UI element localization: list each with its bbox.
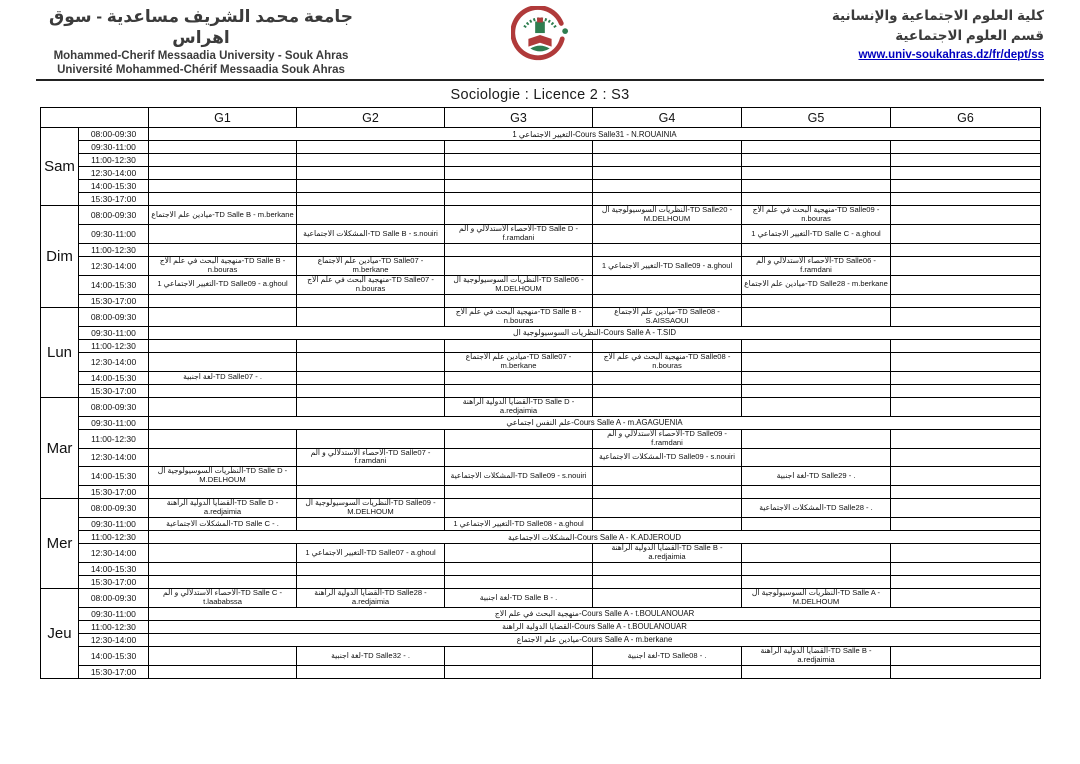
empty-cell xyxy=(149,225,297,244)
university-name-arabic: جامعة محمد الشريف مساعدية - سوق اهراس xyxy=(49,7,353,48)
empty-cell xyxy=(149,448,297,467)
empty-cell xyxy=(742,307,891,326)
empty-cell xyxy=(891,180,1041,193)
table-row xyxy=(41,429,1041,448)
empty-cell xyxy=(149,429,297,448)
empty-cell xyxy=(891,665,1041,678)
empty-cell xyxy=(445,563,593,576)
empty-cell xyxy=(445,647,593,666)
empty-cell xyxy=(891,225,1041,244)
time-slot: 11:00-12:30 xyxy=(79,339,149,352)
empty-cell xyxy=(297,429,445,448)
course-cell: القضايا الدولية الراهنة-TD Salle B - a.redjaimia xyxy=(742,647,891,666)
day-label-lun: Lun xyxy=(41,307,79,397)
empty-cell xyxy=(445,193,593,206)
empty-cell xyxy=(742,518,891,531)
time-slot: 09:30-11:00 xyxy=(79,225,149,244)
empty-cell xyxy=(149,307,297,326)
time-slot: 14:00-15:30 xyxy=(79,371,149,384)
empty-cell xyxy=(742,486,891,499)
empty-cell xyxy=(891,244,1041,257)
course-cell: منهجية البحث في علم الاج-TD Salle B - n.bouras xyxy=(149,257,297,276)
empty-cell xyxy=(149,384,297,397)
time-slot: 11:00-12:30 xyxy=(79,154,149,167)
course-cell: التغيير الاجتماعي 1-TD Salle07 - a.ghoul xyxy=(297,544,445,563)
corner-cell xyxy=(41,108,149,128)
empty-cell xyxy=(891,467,1041,486)
empty-cell xyxy=(297,180,445,193)
empty-cell xyxy=(297,371,445,384)
course-cell: لغة اجنبية-TD Salle B - . xyxy=(445,589,593,608)
empty-cell xyxy=(149,141,297,154)
time-slot: 14:00-15:30 xyxy=(79,180,149,193)
page-header xyxy=(0,0,1080,77)
course-cell: ميادين علم الاجتماع-TD Salle28 - m.berkane xyxy=(742,275,891,294)
empty-cell xyxy=(891,141,1041,154)
timetable xyxy=(40,107,1041,679)
empty-cell xyxy=(445,167,593,180)
group-header-g4: G4 xyxy=(593,108,742,128)
empty-cell xyxy=(149,563,297,576)
day-label-sam: Sam xyxy=(41,128,79,206)
table-row xyxy=(41,647,1041,666)
course-cell-merged: منهجية البحث في علم الاج-Cours Salle A - t.BOULANOUAR xyxy=(149,608,1041,621)
empty-cell xyxy=(445,429,593,448)
empty-cell xyxy=(297,141,445,154)
empty-cell xyxy=(593,193,742,206)
table-row xyxy=(41,384,1041,397)
course-cell: منهجية البحث في علم الاج-TD Salle08 - n.bouras xyxy=(593,352,742,371)
empty-cell xyxy=(445,294,593,307)
day-label-jeu: Jeu xyxy=(41,589,79,679)
time-slot: 09:30-11:00 xyxy=(79,326,149,339)
empty-cell xyxy=(593,589,742,608)
time-slot: 14:00-15:30 xyxy=(79,275,149,294)
time-slot: 14:00-15:30 xyxy=(79,563,149,576)
empty-cell xyxy=(445,141,593,154)
empty-cell xyxy=(445,384,593,397)
empty-cell xyxy=(593,141,742,154)
empty-cell xyxy=(297,307,445,326)
empty-cell xyxy=(149,397,297,416)
time-slot: 08:00-09:30 xyxy=(79,128,149,141)
table-row xyxy=(41,448,1041,467)
empty-cell xyxy=(891,397,1041,416)
course-cell: التغيير الاجتماعي 1-TD Salle C - a.ghoul xyxy=(742,225,891,244)
course-cell: المشكلات الاجتماعية-TD Salle B - s.nouiri xyxy=(297,225,445,244)
empty-cell xyxy=(891,193,1041,206)
empty-cell xyxy=(742,180,891,193)
course-cell: القضايا الدولية الراهنة-TD Salle28 - a.redjaimia xyxy=(297,589,445,608)
course-cell: المشكلات الاجتماعية-TD Salle09 - s.nouiri xyxy=(593,448,742,467)
empty-cell xyxy=(742,371,891,384)
course-cell: منهجية البحث في علم الاج-TD Salle09 - n.bouras xyxy=(742,206,891,225)
course-cell: النظريات السوسيولوجية ال-TD Salle D - M.DELHOUM xyxy=(149,467,297,486)
header-divider xyxy=(36,79,1044,81)
empty-cell xyxy=(891,384,1041,397)
empty-cell xyxy=(593,486,742,499)
time-slot: 15:30-17:00 xyxy=(79,294,149,307)
empty-cell xyxy=(149,576,297,589)
empty-cell xyxy=(445,665,593,678)
university-seal-icon xyxy=(511,6,569,64)
time-slot: 15:30-17:00 xyxy=(79,665,149,678)
empty-cell xyxy=(891,518,1041,531)
empty-cell xyxy=(593,225,742,244)
empty-cell xyxy=(297,294,445,307)
table-row xyxy=(41,154,1041,167)
time-slot: 08:00-09:30 xyxy=(79,499,149,518)
table-row xyxy=(41,634,1041,647)
empty-cell xyxy=(297,518,445,531)
empty-cell xyxy=(297,154,445,167)
course-cell-merged: النظريات السوسيولوجية ال-Cours Salle A - T.SID xyxy=(149,326,1041,339)
empty-cell xyxy=(593,294,742,307)
table-row xyxy=(41,352,1041,371)
empty-cell xyxy=(445,486,593,499)
empty-cell xyxy=(742,544,891,563)
table-row xyxy=(41,128,1041,141)
table-row xyxy=(41,563,1041,576)
time-slot: 09:30-11:00 xyxy=(79,141,149,154)
time-slot: 08:00-09:30 xyxy=(79,307,149,326)
course-cell: الاحصاء الاستدلالي و الم-TD Salle07 - f.ramdani xyxy=(297,448,445,467)
empty-cell xyxy=(149,193,297,206)
table-row xyxy=(41,416,1041,429)
page-title: Sociologie : Licence 2 : S3 xyxy=(450,87,630,104)
course-cell: المشكلات الاجتماعية-TD Salle09 - s.nouiri xyxy=(445,467,593,486)
empty-cell xyxy=(445,448,593,467)
group-header-g6: G6 xyxy=(891,108,1041,128)
table-row xyxy=(41,467,1041,486)
empty-cell xyxy=(149,352,297,371)
university-titles xyxy=(36,6,366,77)
time-slot: 11:00-12:30 xyxy=(79,531,149,544)
empty-cell xyxy=(891,563,1041,576)
table-row xyxy=(41,499,1041,518)
table-row xyxy=(41,576,1041,589)
time-slot: 09:30-11:00 xyxy=(79,518,149,531)
empty-cell xyxy=(742,244,891,257)
department-name-arabic: قسم العلوم الاجتماعية xyxy=(895,27,1044,43)
empty-cell xyxy=(891,589,1041,608)
table-row xyxy=(41,167,1041,180)
empty-cell xyxy=(891,275,1041,294)
empty-cell xyxy=(593,180,742,193)
empty-cell xyxy=(742,154,891,167)
empty-cell xyxy=(891,486,1041,499)
empty-cell xyxy=(149,339,297,352)
empty-cell xyxy=(593,275,742,294)
empty-cell xyxy=(297,563,445,576)
university-name-english: Mohammed-Cherif Messaadia University - Souk Ahras xyxy=(53,49,349,62)
empty-cell xyxy=(593,499,742,518)
empty-cell xyxy=(742,576,891,589)
course-cell-merged: التغيير الاجتماعي 1-Cours Salle31 - N.ROUAINIA xyxy=(149,128,1041,141)
course-cell: ميادين علم الاجتماع-TD Salle B - m.berkane xyxy=(149,206,297,225)
table-row xyxy=(41,486,1041,499)
table-row xyxy=(41,339,1041,352)
course-cell: ميادين علم الاجتماع-TD Salle08 - S.AISSAOUI xyxy=(593,307,742,326)
day-label-dim: Dim xyxy=(41,206,79,308)
empty-cell xyxy=(891,154,1041,167)
table-row xyxy=(41,275,1041,294)
course-cell: المشكلات الاجتماعية-TD Salle C - . xyxy=(149,518,297,531)
table-row xyxy=(41,180,1041,193)
empty-cell xyxy=(149,167,297,180)
time-slot: 08:00-09:30 xyxy=(79,589,149,608)
empty-cell xyxy=(593,467,742,486)
department-website-link[interactable]: www.univ-soukahras.dz/fr/dept/ss xyxy=(858,49,1044,62)
course-cell: القضايا الدولية الراهنة-TD Salle D - a.redjaimia xyxy=(149,499,297,518)
empty-cell xyxy=(891,448,1041,467)
time-slot: 11:00-12:30 xyxy=(79,429,149,448)
empty-cell xyxy=(742,352,891,371)
group-header-row xyxy=(41,108,1041,128)
time-slot: 11:00-12:30 xyxy=(79,244,149,257)
empty-cell xyxy=(445,257,593,276)
empty-cell xyxy=(593,154,742,167)
empty-cell xyxy=(593,339,742,352)
empty-cell xyxy=(297,576,445,589)
empty-cell xyxy=(149,180,297,193)
time-slot: 15:30-17:00 xyxy=(79,576,149,589)
empty-cell xyxy=(149,647,297,666)
faculty-name-arabic: كلية العلوم الاجتماعية والإنسانية xyxy=(831,8,1044,23)
empty-cell xyxy=(297,193,445,206)
empty-cell xyxy=(149,665,297,678)
table-row xyxy=(41,665,1041,678)
course-cell: الاحصاء الاستدلالي و الم-TD Salle09 - f.ramdani xyxy=(593,429,742,448)
time-slot: 12:30-14:00 xyxy=(79,634,149,647)
course-cell: النظريات السوسيولوجية ال-TD Salle09 - M.DELHOUM xyxy=(297,499,445,518)
course-cell: الاحصاء الاستدلالي و الم-TD Salle D - f.ramdani xyxy=(445,225,593,244)
group-header-g5: G5 xyxy=(742,108,891,128)
empty-cell xyxy=(891,544,1041,563)
course-cell: التغيير الاجتماعي 1-TD Salle09 - a.ghoul xyxy=(149,275,297,294)
course-cell-merged: المشكلات الاجتماعية-Cours Salle A - K.ADJEROUD xyxy=(149,531,1041,544)
empty-cell xyxy=(593,563,742,576)
empty-cell xyxy=(593,371,742,384)
course-cell: لغة اجنبية-TD Salle08 - . xyxy=(593,647,742,666)
empty-cell xyxy=(742,167,891,180)
course-cell: القضايا الدولية الراهنة-TD Salle B - a.redjaimia xyxy=(593,544,742,563)
empty-cell xyxy=(742,397,891,416)
day-label-mar: Mar xyxy=(41,397,79,499)
empty-cell xyxy=(297,167,445,180)
time-slot: 15:30-17:00 xyxy=(79,193,149,206)
time-slot: 12:30-14:00 xyxy=(79,257,149,276)
empty-cell xyxy=(593,244,742,257)
table-row xyxy=(41,589,1041,608)
empty-cell xyxy=(149,244,297,257)
university-seal-logo xyxy=(505,6,575,66)
empty-cell xyxy=(445,544,593,563)
empty-cell xyxy=(593,576,742,589)
empty-cell xyxy=(891,167,1041,180)
empty-cell xyxy=(445,576,593,589)
course-cell: الاحصاء الاستدلالي و الم-TD Salle C - t.laababssa xyxy=(149,589,297,608)
course-cell-merged: ميادين علم الاجتماع-Cours Salle A - m.berkane xyxy=(149,634,1041,647)
empty-cell xyxy=(149,294,297,307)
course-cell: منهجية البحث في علم الاج-TD Salle07 - n.bouras xyxy=(297,275,445,294)
empty-cell xyxy=(742,339,891,352)
empty-cell xyxy=(742,563,891,576)
course-cell: الاحصاء الاستدلالي و الم-TD Salle06 - f.ramdani xyxy=(742,257,891,276)
empty-cell xyxy=(445,371,593,384)
empty-cell xyxy=(445,499,593,518)
empty-cell xyxy=(445,206,593,225)
empty-cell xyxy=(742,141,891,154)
day-label-mer: Mer xyxy=(41,499,79,589)
time-slot: 14:00-15:30 xyxy=(79,467,149,486)
empty-cell xyxy=(742,294,891,307)
empty-cell xyxy=(445,339,593,352)
empty-cell xyxy=(445,154,593,167)
course-cell-merged: القضايا الدولية الراهنة-Cours Salle A - t.BOULANOUAR xyxy=(149,621,1041,634)
table-row xyxy=(41,371,1041,384)
table-row xyxy=(41,193,1041,206)
empty-cell xyxy=(742,384,891,397)
course-cell: القضايا الدولية الراهنة-TD Salle D - a.redjaimia xyxy=(445,397,593,416)
empty-cell xyxy=(593,167,742,180)
time-slot: 09:30-11:00 xyxy=(79,608,149,621)
faculty-block xyxy=(714,6,1044,63)
course-cell: التغيير الاجتماعي 1-TD Salle09 - a.ghoul xyxy=(593,257,742,276)
empty-cell xyxy=(149,486,297,499)
table-row xyxy=(41,244,1041,257)
table-row xyxy=(41,257,1041,276)
empty-cell xyxy=(297,339,445,352)
empty-cell xyxy=(891,576,1041,589)
empty-cell xyxy=(445,180,593,193)
table-row xyxy=(41,326,1041,339)
time-slot: 12:30-14:00 xyxy=(79,544,149,563)
time-slot: 12:30-14:00 xyxy=(79,448,149,467)
empty-cell xyxy=(742,665,891,678)
empty-cell xyxy=(891,429,1041,448)
empty-cell xyxy=(593,665,742,678)
empty-cell xyxy=(297,486,445,499)
time-slot: 14:00-15:30 xyxy=(79,647,149,666)
time-slot: 08:00-09:30 xyxy=(79,397,149,416)
course-cell: النظريات السوسيولوجية ال-TD Salle A - M.DELHOUM xyxy=(742,589,891,608)
empty-cell xyxy=(742,193,891,206)
empty-cell xyxy=(891,206,1041,225)
empty-cell xyxy=(891,294,1041,307)
course-cell: النظريات السوسيولوجية ال-TD Salle06 - M.DELHOUM xyxy=(445,275,593,294)
empty-cell xyxy=(297,665,445,678)
table-row xyxy=(41,531,1041,544)
empty-cell xyxy=(891,371,1041,384)
empty-cell xyxy=(593,397,742,416)
empty-cell xyxy=(149,154,297,167)
empty-cell xyxy=(891,352,1041,371)
group-header-g1: G1 xyxy=(149,108,297,128)
table-row xyxy=(41,294,1041,307)
empty-cell xyxy=(149,544,297,563)
empty-cell xyxy=(445,244,593,257)
empty-cell xyxy=(891,257,1041,276)
time-slot: 12:30-14:00 xyxy=(79,352,149,371)
course-cell: منهجية البحث في علم الاج-TD Salle B - n.bouras xyxy=(445,307,593,326)
table-row xyxy=(41,621,1041,634)
time-slot: 11:00-12:30 xyxy=(79,621,149,634)
time-slot: 08:00-09:30 xyxy=(79,206,149,225)
empty-cell xyxy=(891,339,1041,352)
table-row xyxy=(41,397,1041,416)
empty-cell xyxy=(297,467,445,486)
time-slot: 15:30-17:00 xyxy=(79,384,149,397)
table-row xyxy=(41,544,1041,563)
empty-cell xyxy=(297,244,445,257)
group-header-g3: G3 xyxy=(445,108,593,128)
course-cell: النظريات السوسيولوجية ال-TD Salle20 - M.DELHOUM xyxy=(593,206,742,225)
empty-cell xyxy=(297,352,445,371)
group-header-g2: G2 xyxy=(297,108,445,128)
empty-cell xyxy=(891,307,1041,326)
course-cell: لغة اجنبية-TD Salle07 - . xyxy=(149,371,297,384)
course-cell: لغة اجنبية-TD Salle29 - . xyxy=(742,467,891,486)
empty-cell xyxy=(742,448,891,467)
university-name-french: Université Mohammed-Chérif Messaadia Souk Ahras xyxy=(57,63,345,76)
empty-cell xyxy=(297,206,445,225)
table-row xyxy=(41,608,1041,621)
time-slot: 09:30-11:00 xyxy=(79,416,149,429)
empty-cell xyxy=(742,429,891,448)
empty-cell xyxy=(891,499,1041,518)
course-cell: لغة اجنبية-TD Salle32 - . xyxy=(297,647,445,666)
table-row xyxy=(41,225,1041,244)
time-slot: 12:30-14:00 xyxy=(79,167,149,180)
empty-cell xyxy=(297,384,445,397)
course-cell: التغيير الاجتماعي 1-TD Salle08 - a.ghoul xyxy=(445,518,593,531)
table-row xyxy=(41,141,1041,154)
empty-cell xyxy=(593,384,742,397)
empty-cell xyxy=(891,647,1041,666)
table-row xyxy=(41,518,1041,531)
table-row xyxy=(41,307,1041,326)
course-cell: المشكلات الاجتماعية-TD Salle28 - . xyxy=(742,499,891,518)
course-cell-merged: علم النفس اجتماعي-Cours Salle A - m.AGAGUENIA xyxy=(149,416,1041,429)
empty-cell xyxy=(297,397,445,416)
table-row xyxy=(41,206,1041,225)
course-cell: ميادين علم الاجتماع-TD Salle07 - m.berkane xyxy=(297,257,445,276)
time-slot: 15:30-17:00 xyxy=(79,486,149,499)
empty-cell xyxy=(593,518,742,531)
course-cell: ميادين علم الاجتماع-TD Salle07 - m.berkane xyxy=(445,352,593,371)
